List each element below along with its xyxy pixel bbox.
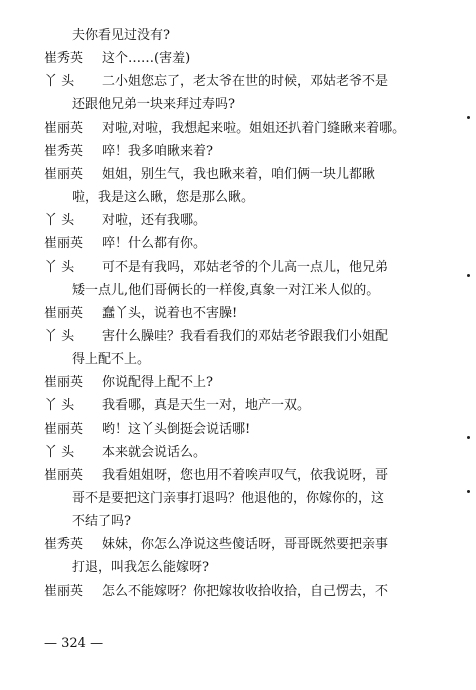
speaker-name: 崔丽英 [44,584,84,599]
margin-dot [467,274,470,277]
line-text: 这个……(害羞) [102,51,191,66]
line-text: 夫你看见过没有? [72,28,170,43]
line-text: 不结了吗? [72,514,131,529]
line-text: 本来就会说话么。 [102,445,207,460]
speaker-name: 崔丽英 [44,422,84,437]
speaker-name: 崔丽英 [44,306,84,321]
line-text: 怎么不能嫁呀？你把嫁妆收拾收拾，自己愣去，不 [102,584,389,599]
speaker-name: 崔秀英 [44,144,84,159]
line-text: 害什么臊哇？我看看我们的邓姑老爷跟我们小姐配 [102,329,389,344]
speaker-name: 崔丽英 [44,121,84,136]
speaker-name: 崔秀英 [44,51,84,66]
speaker-name: 丫 头 [44,260,75,275]
line-text: 蠢丫头，说着也不害臊! [102,306,238,321]
speaker-name: 丫 头 [44,445,75,460]
line-text: 得上配不上。 [72,352,151,367]
line-text: 啐！什么都有你。 [102,236,207,251]
line-text: 妹妹，你怎么净说这些傻话呀，哥哥既然要把亲事 [102,537,389,552]
speaker-name: 丫 头 [44,74,75,89]
speaker-name: 崔秀英 [44,537,84,552]
line-text: 可不是有我吗，邓姑老爷的个儿高一点儿，他兄弟 [102,260,389,275]
line-text: 啦，我是这么瞅，您是那么瞅。 [72,190,255,205]
line-text: 对啦，还有我哪。 [102,213,207,228]
speaker-name: 崔丽英 [44,468,84,483]
line-text: 哟！这丫头倒挺会说话哪! [102,422,251,437]
line-text: 打退，叫我怎么能嫁呀? [72,560,209,575]
page-number: — 324 — [44,636,104,651]
line-text: 啐！我多咱瞅来着? [102,144,213,159]
margin-dot [467,436,470,439]
line-text: 我看哪，真是天生一对，地产一双。 [102,398,311,413]
margin-dot [467,116,470,119]
speaker-name: 丫 头 [44,398,75,413]
speaker-name: 丫 头 [44,213,75,228]
line-text: 二小姐您忘了，老太爷在世的时候，邓姑老爷不是 [102,74,389,89]
speaker-name: 崔丽英 [44,236,84,251]
line-text: 对啦,对啦，我想起来啦。姐姐还扒着门缝瞅来着哪。 [102,121,406,136]
line-text: 我看姐姐呀，您也用不着唉声叹气，依我说呀，哥 [102,468,389,483]
margin-dot [467,490,470,493]
line-text: 哥不是要把这门亲事打退吗？他退他的，你嫁你的，这 [72,491,385,506]
line-text: 还跟他兄弟一块来拜过寿吗? [72,97,235,112]
speaker-name: 丫 头 [44,329,75,344]
line-text: 你说配得上配不上? [102,375,213,390]
speaker-name: 崔丽英 [44,167,84,182]
line-text: 矮一点儿,他们哥俩长的一样俊,真象一对江米人似的。 [72,283,380,298]
line-text: 姐姐，别生气，我也瞅来着，咱们俩一块儿都瞅 [102,167,376,182]
speaker-name: 崔丽英 [44,375,84,390]
